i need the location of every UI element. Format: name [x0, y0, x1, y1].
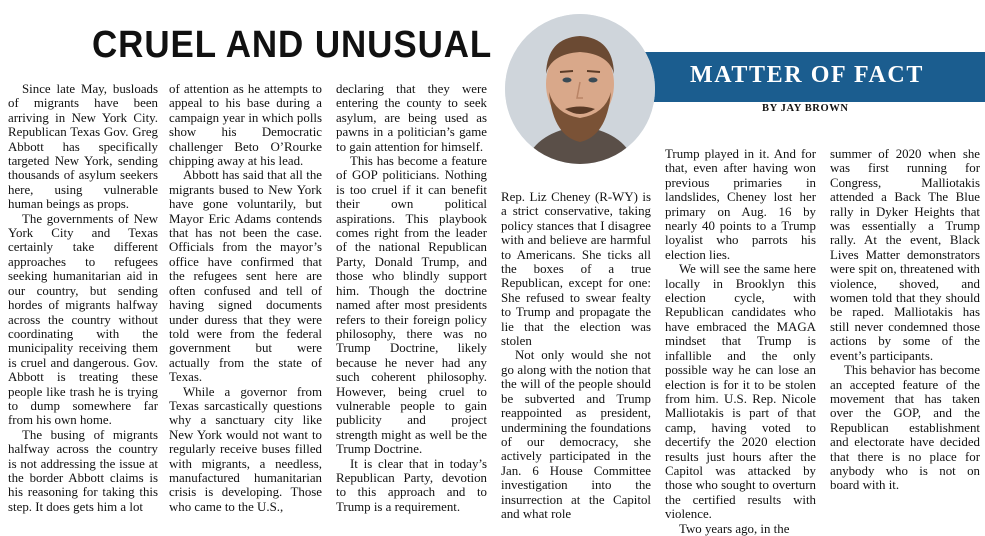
byline: BY JAY BROWN	[762, 103, 849, 114]
paragraph: This behavior has become an accepted feature of the movement that has taken over the GOP, and the Republican establishment and electorate have decided that there is no place for anybody who is not on board with it.	[830, 363, 980, 493]
paragraph: The busing of migrants halfway across the country is not addressing the issue at the border Abbott claims is his reasoning for taking this step. It does gets him a lot	[8, 427, 158, 514]
article-column-6	[830, 147, 980, 493]
paragraph: It is clear that in today’s Republican Party, devotion to this approach and to Trump is a requirement.	[336, 456, 487, 514]
article-column-5	[665, 147, 816, 536]
portrait-illustration	[505, 14, 655, 164]
article-column-1	[8, 82, 158, 514]
paragraph: Abbott has said that all the migrants bused to New York have gone voluntarily, but Mayor Eric Adams contends that has not been the case. Officials from the mayor’s office have confirmed that the refugees sent here are often confused and tell of having signed documents under duress that they were told were from the federal government but were actually from the state of Texas.	[169, 168, 322, 385]
column-title: MATTER OF FACT	[690, 62, 924, 88]
article-column-3	[336, 82, 487, 514]
paragraph: Two years ago, in the	[679, 521, 790, 536]
article-column-2	[169, 82, 322, 514]
article-column-4	[501, 190, 651, 521]
paragraph: While a governor from Texas sarcastically questions why a sanctuary city like New York would not want to regularly receive buses filled with migrants, a needless, manufactured humanitarian crisis is developing. Those who came to the U.S.,	[169, 384, 322, 514]
paragraph: Since late May, busloads of migrants have been arriving in New York City. Republican Texas Gov. Greg Abbott has specifically targeted New York, sending thousands of asylum seekers here, using vulnerable human beings as props.	[8, 82, 158, 212]
paragraph: The governments of New York City and Texas certainly take different approaches to refugees seeking humanitarian aid in our country, but sending hordes of migrants halfway across the country without coordinating with the municipality receiving them is cruel and dangerous. Gov. Abbott is treating these people like trash he is trying to dump somewhere far from his own home.	[8, 211, 158, 428]
paragraph: Trump played in it. And for that, even after having won previous primaries in landslides, Cheney lost her primary on Aug. 16 by nearly 40 points to a Trump loyalist who parrots his election lies.	[665, 147, 816, 262]
paragraph: declaring that they were entering the county to seek asylum, are being used as pawns in a politician’s game to gain attention for himself.	[336, 82, 487, 154]
paragraph: This has become a feature of GOP politicians. Nothing is too cruel if it can benefit their own political aspirations. This playbook comes right from the leader of the national Republican Party, Donald Trump, and those who blindly support him. Though the doctrine named after most presidents refers to their foreign policy philosophy, there was no Trump Doctrine, likely because he never had any such coherent philosophy. However, being cruel to vulnerable people to gain publicity and project strength might as well be the Trump Doctrine.	[336, 154, 487, 457]
paragraph: of attention as he attempts to appeal to his base during a campaign year in which polls show his Democratic challenger Beto O’Rourke chipping away at his lead.	[169, 82, 322, 169]
paragraph: We will see the same here locally in Brooklyn this election cycle, with Republican candidates who have embraced the MAGA mindset that Trump is infallible and the only possible way he can lose an election is for it to be stolen from him. U.S. Rep. Nicole Malliotakis is part of that camp, having voted to decertify the 2020 election results just hours after the Capitol was attacked by those who sought to overturn the certified results with violence.	[665, 262, 816, 522]
paragraph: summer of 2020 when she was first running for Congress, Malliotakis attended a Back The Blue rally in Dyker Heights that was essentially a Trump rally. At the event, Black Lives Matter demonstrators were spit on, threatened with violence, shoved, and women told that they should be raped. Malliotakis has still never condemned those actions by some of the event’s participants.	[830, 147, 980, 363]
headline: CRUEL AND UNUSUAL	[92, 24, 493, 66]
columnist-photo	[505, 14, 655, 164]
paragraph: Rep. Liz Cheney (R-WY) is a strict conservative, taking policy stances that I disagree with and believe are harmful to Americans. She ticks all the boxes of a true Republican, except for one: She refused to swear fealty to Trump and propagate the lie that the election was stolen	[501, 190, 651, 349]
paragraph: Not only would she not go along with the notion that the will of the people should be subverted and Trump reappointed as president, undermining the foundations of our democracy, she actively participated in the Jan. 6 House Committee investigation into the insurrection at the Capitol and what role	[501, 348, 651, 521]
